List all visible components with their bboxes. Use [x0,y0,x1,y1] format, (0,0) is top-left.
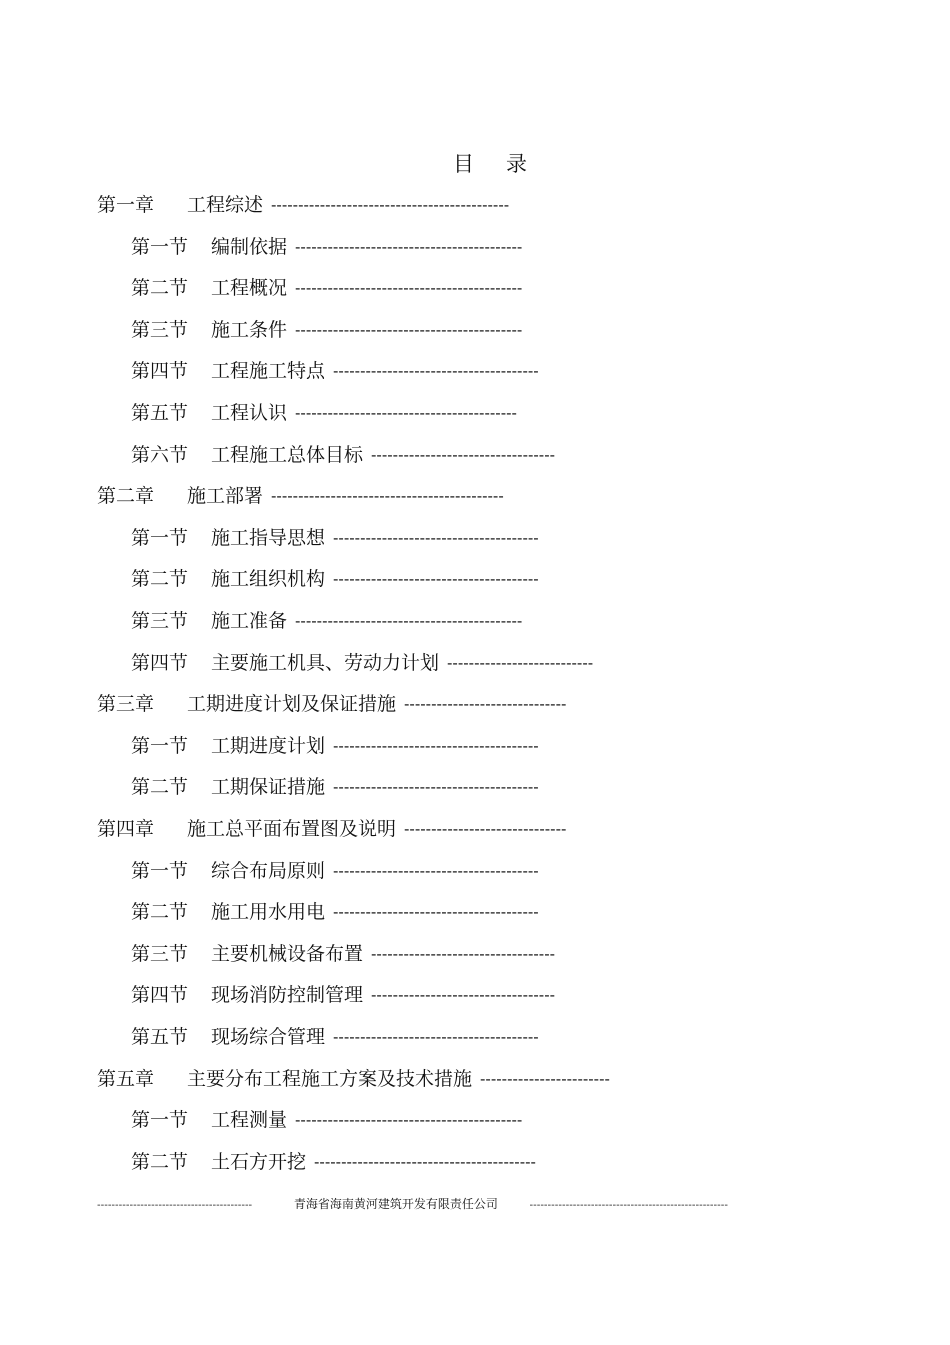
toc-entry-number: 第一节 [131,860,189,882]
toc-leader-dashes: ------------------------ [480,1070,610,1088]
toc-entry-number: 第三节 [131,610,189,632]
toc-leader-dashes: ----------------------------------------- [295,404,517,422]
toc-entry-title: 编制依据 [211,236,288,258]
toc-section-entry[interactable] [131,400,517,426]
toc-entry-number: 第三节 [131,319,189,341]
toc-section-entry[interactable] [131,275,522,301]
toc-entry-title: 综合布局原则 [211,860,326,882]
toc-entry-number: 第五节 [131,1026,189,1048]
toc-section-entry[interactable] [131,608,522,634]
toc-section-entry[interactable] [131,774,539,800]
toc-section-entry[interactable] [131,317,522,343]
toc-entry-title: 工程综述 [187,194,264,216]
toc-section-entry[interactable] [131,234,522,260]
toc-section-entry[interactable] [131,733,539,759]
toc-entry-title: 施工准备 [211,610,288,632]
footer-right-rule: ------------------------------------------------------- [529,1200,728,1211]
toc-leader-dashes: ------------------------------ [404,695,567,713]
toc-leader-dashes: ------------------------------------------- [271,487,504,505]
toc-entry-number: 第一节 [131,527,189,549]
toc-entry-number: 第二节 [131,1151,189,1173]
toc-leader-dashes: ---------------------------------- [371,986,556,1004]
toc-entry-number: 第二节 [131,901,189,923]
toc-entry-number: 第一节 [131,236,189,258]
toc-entry-title: 施工指导思想 [211,527,326,549]
toc-leader-dashes: -------------------------------------- [333,737,539,755]
toc-entry-title: 现场综合管理 [211,1026,326,1048]
toc-entry-title: 主要施工机具、劳动力计划 [211,652,440,674]
toc-leader-dashes: ------------------------------------------ [295,321,523,339]
toc-section-entry[interactable] [131,1107,522,1133]
toc-entry-title: 现场消防控制管理 [211,984,364,1006]
toc-section-entry[interactable] [131,982,555,1008]
toc-entry-title: 施工条件 [211,319,288,341]
toc-entry-title: 工期进度计划及保证措施 [187,693,397,715]
toc-leader-dashes: -------------------------------------- [333,862,539,880]
toc-chapter-entry[interactable] [97,483,504,509]
footer-left-rule: ------------------------------------------- [97,1200,253,1211]
toc-leader-dashes: -------------------------------------- [333,903,539,921]
toc-entry-number: 第三节 [131,943,189,965]
toc-chapter-entry[interactable] [97,1066,610,1092]
toc-leader-dashes: ---------------------------------- [371,446,556,464]
toc-entry-title: 工程施工特点 [211,360,326,382]
toc-leader-dashes: ------------------------------ [404,820,567,838]
toc-entry-number: 第四章 [97,818,155,840]
toc-entry-title: 主要机械设备布置 [211,943,364,965]
toc-entry-title: 工程认识 [211,402,288,424]
toc-entry-title: 土石方开挖 [211,1151,307,1173]
toc-entry-number: 第一节 [131,1109,189,1131]
toc-entry-number: 第五章 [97,1068,155,1090]
toc-entry-title: 施工组织机构 [211,568,326,590]
toc-entry-title: 施工用水用电 [211,901,326,923]
toc-chapter-entry[interactable] [97,816,566,842]
toc-chapter-entry[interactable] [97,192,509,218]
toc-leader-dashes: -------------------------------------- [333,1028,539,1046]
toc-section-entry[interactable] [131,941,555,967]
toc-entry-title: 工期进度计划 [211,735,326,757]
toc-chapter-entry[interactable] [97,691,566,717]
toc-entry-number: 第一章 [97,194,155,216]
toc-entry-title: 工期保证措施 [211,776,326,798]
toc-leader-dashes: -------------------------------------- [333,778,539,796]
toc-entry-number: 第五节 [131,402,189,424]
toc-leader-dashes: --------------------------- [447,654,594,672]
toc-section-entry[interactable] [131,858,539,884]
toc-entry-number: 第二节 [131,776,189,798]
toc-leader-dashes: ---------------------------------- [371,945,556,963]
toc-entry-title: 工程概况 [211,277,288,299]
toc-section-entry[interactable] [131,358,539,384]
toc-leader-dashes: ------------------------------------------ [295,238,523,256]
toc-leader-dashes: ----------------------------------------- [314,1153,536,1171]
toc-entry-title: 施工部署 [187,485,264,507]
toc-leader-dashes: -------------------------------------- [333,362,539,380]
footer-company-name: 青海省海南黄河建筑开发有限责任公司 [293,1197,498,1211]
toc-section-entry[interactable] [131,525,539,551]
toc-title-left: 目 [453,152,474,176]
toc-entry-title: 工程测量 [211,1109,288,1131]
toc-section-entry[interactable] [131,899,539,925]
toc-leader-dashes: ------------------------------------------ [295,279,523,297]
toc-leader-dashes: -------------------------------------------- [271,196,510,214]
toc-entry-number: 第二章 [97,485,155,507]
toc-leader-dashes: -------------------------------------- [333,529,539,547]
toc-section-entry[interactable] [131,1149,536,1175]
toc-entry-number: 第四节 [131,652,189,674]
toc-entry-number: 第三章 [97,693,155,715]
toc-entry-number: 第二节 [131,277,189,299]
toc-leader-dashes: -------------------------------------- [333,570,539,588]
toc-entry-title: 施工总平面布置图及说明 [187,818,397,840]
toc-title-right: 录 [506,152,527,176]
toc-section-entry[interactable] [131,566,539,592]
toc-entry-number: 第六节 [131,444,189,466]
toc-entry-number: 第一节 [131,735,189,757]
toc-section-entry[interactable] [131,442,555,468]
toc-leader-dashes: ------------------------------------------ [295,612,523,630]
toc-section-entry[interactable] [131,1024,539,1050]
toc-entry-title: 工程施工总体目标 [211,444,364,466]
toc-section-entry[interactable] [131,650,593,676]
toc-leader-dashes: ------------------------------------------ [295,1111,523,1129]
toc-entry-number: 第四节 [131,360,189,382]
toc-entry-number: 第四节 [131,984,189,1006]
page-footer [97,1194,787,1214]
toc-entry-number: 第二节 [131,568,189,590]
toc-entry-title: 主要分布工程施工方案及技术措施 [187,1068,473,1090]
